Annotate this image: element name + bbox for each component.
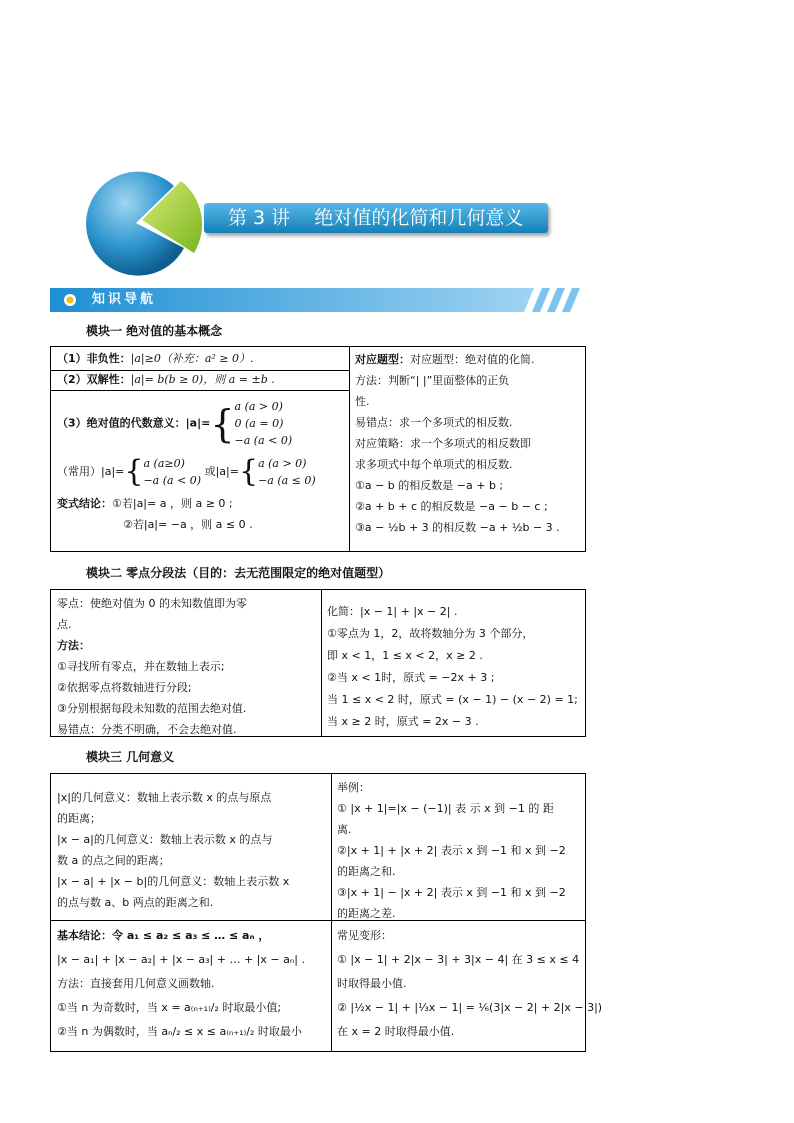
m3-conclusion-right: 常见变形： ① |x − 1| + 2|x − 3| + 3|x − 4| 在 3 ≤ x ≤ 4 时取得最小值. ② |½x − 1| + |⅓x − 1| = ⅙(3|x − 2| + 2|x − 3|) 在 x = 2 时取得最小值. [337, 929, 603, 1038]
lecture-title: 第 3 讲 绝对值的化简和几何意义 [228, 207, 524, 229]
m1-right: 对应题型：对应题型：绝对值的化简. 方法：判断“| |”里面整体的正负 性. 易错点：求一个多项式的相反数. 对应策略：求一个多项式的相反数即 求多项式中每个单项式的相反数. ①a − b 的相反数是 −a + b ; ②a + b + c 的相反数是 −a − b − c ; ③a − ½b + 3 的相反数 −a + ½b − 3 . [355, 353, 560, 534]
module2-table [50, 589, 586, 737]
module2-title: 模块二 零点分段法（目的：去无范围限定的绝对值题型） [86, 566, 391, 580]
m1-nonneg: （1）非负性：|a|≥0（补充：a² ≥ 0）. [57, 352, 254, 365]
module3-title: 模块三 几何意义 [86, 750, 175, 764]
lecture-logo [84, 168, 204, 278]
section-label: 知识导航 [92, 292, 157, 307]
m3-conclusion-left: 基本结论：令 a₁ ≤ a₂ ≤ a₃ ≤ … ≤ aₙ ， |x − a₁| + |x − a₂| + |x − a₃| + … + |x − aₙ| . 方法：直接套用几何意义画数轴. ①当 n 为奇数时，当 x = a₍ₙ₊₁₎/₂ 时取最小值; ②当 n 为偶数时，当 aₙ/₂ ≤ x ≤ a₍ₙ₊₁₎/₂ 时取最小 [57, 929, 305, 1038]
m1-algebra: （3）绝对值的代数意义：|a|={a (a > 0) 0 (a = 0) −a (a < 0) （常用）|a|={a (a≥0) −a (a < 0) 或|a|={a (a > 0) −a (a ≤ 0) 变式结论：①若|a|= a ，则 a ≥ 0 ; ②若|a|= −a ，则 a ≤ 0 . [57, 400, 316, 531]
module1-table [50, 346, 586, 552]
module1-title: 模块一 绝对值的基本概念 [86, 324, 223, 338]
module3-table [50, 773, 603, 1052]
m1-double: （2）双解性：|a|= b(b ≥ 0)，则 a = ±b . [57, 373, 275, 386]
m3-geo-left: |x|的几何意义：数轴上表示数 x 的点与原点 的距离； |x − a|的几何意义：数轴上表示数 x 的点与 数 a 的点之间的距离； |x − a| + |x − b|的几何意义：数轴上表示数 x 的点与数 a、b 两点的距离之和. [57, 791, 290, 909]
m2-left: 零点：使绝对值为 0 的未知数值即为零 点. 方法： ①寻找所有零点，并在数轴上表示; ②依据零点将数轴进行分段; ③分别根据每段未知数的范围去绝对值. 易错点：分类不明确，不会去绝对值. [57, 597, 247, 736]
m3-geo-right: 举例： ① |x + 1|=|x − (−1)| 表 示 x 到 −1 的 距 离. ②|x + 1| + |x + 2| 表示 x 到 −1 和 x 到 −2 的距离之和. ③|x + 1| − |x + 2| 表示 x 到 −1 和 x 到 −2 的距离之差. [337, 781, 566, 920]
m2-right: 化简：|x − 1| + |x − 2| . ①零点为 1，2，故将数轴分为 3 个部分， 即 x < 1，1 ≤ x < 2，x ≥ 2 . ②当 x < 1时，原式 = −2x + 3 ; 当 1 ≤ x < 2 时，原式 = (x − 1) − (x − 2) = 1; 当 x ≥ 2 时，原式 = 2x − 3 . [327, 605, 578, 728]
